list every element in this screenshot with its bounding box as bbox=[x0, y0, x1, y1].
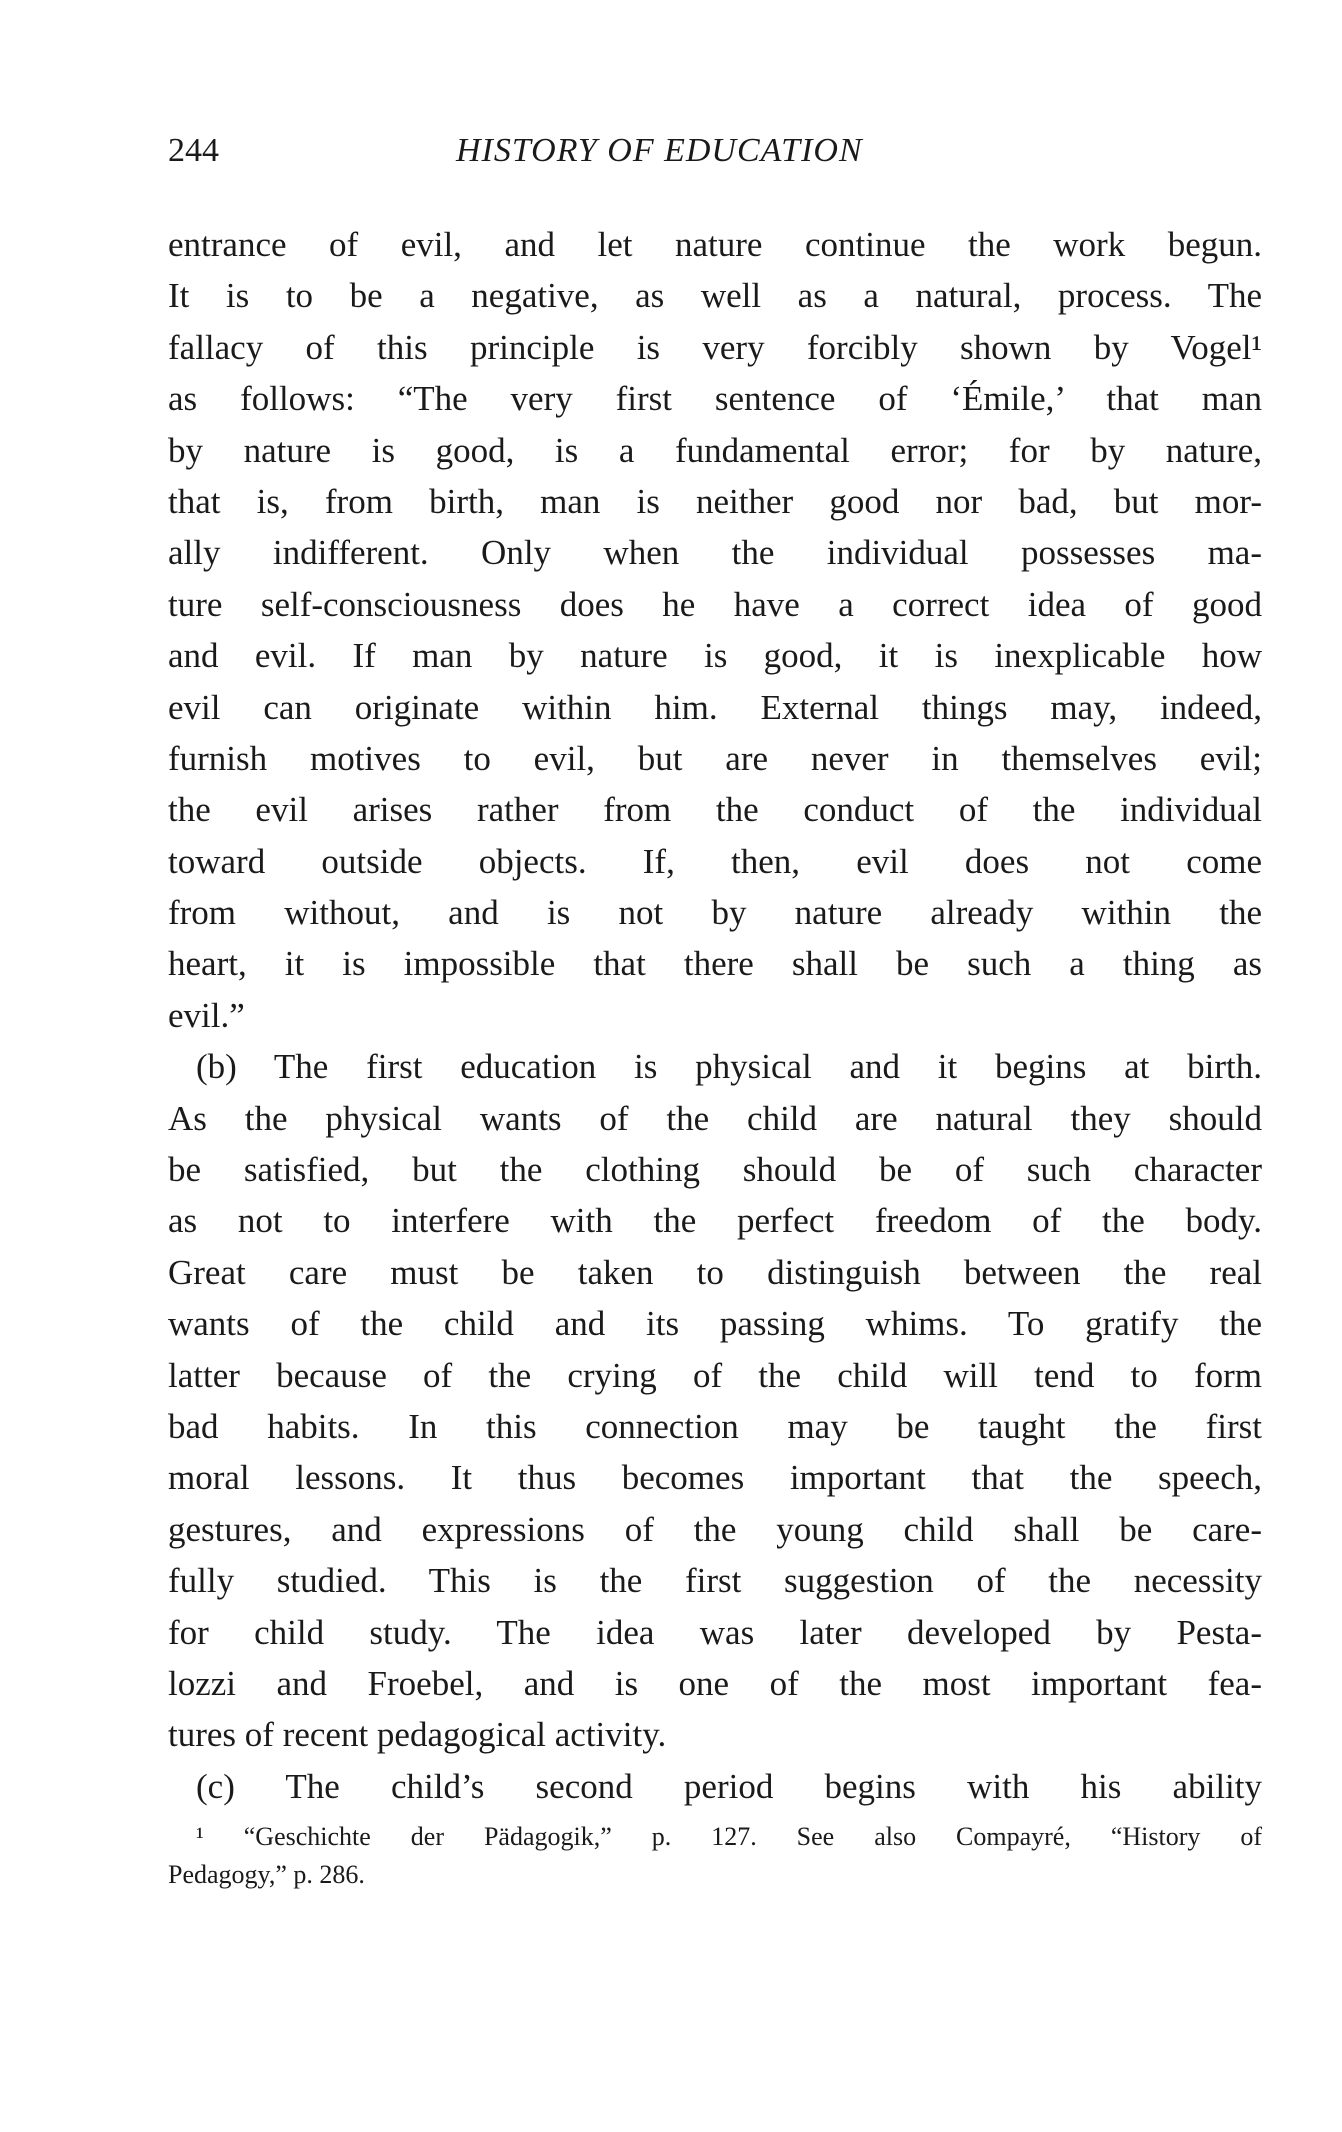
text-line: by nature is good, is a fundamental error; for by nature, bbox=[168, 430, 1262, 470]
text-line: ture self-consciousness does he have a correct idea of good bbox=[168, 584, 1262, 624]
text-line: moral lessons. It thus becomes important that the speech, bbox=[168, 1458, 1262, 1498]
text-line: (c) The child’s second period begins with his ability bbox=[196, 1766, 1262, 1806]
text-line: evil can originate within him. External things may, indeed, bbox=[168, 687, 1262, 727]
text-line: wants of the child and its passing whims. To gratify the bbox=[168, 1304, 1262, 1344]
footnote bbox=[168, 1818, 1262, 1894]
footnote-line: ¹ “Geschichte der Pädagogik,” p. 127. See also Compayré, “History of bbox=[196, 1822, 1262, 1851]
body-text bbox=[168, 219, 1262, 1812]
text-line: (b) The first education is physical and it begins at birth. bbox=[196, 1047, 1262, 1087]
text-line: the evil arises rather from the conduct of the individual bbox=[168, 790, 1262, 830]
text-line: be satisfied, but the clothing should be of such character bbox=[168, 1150, 1262, 1190]
text-line: furnish motives to evil, but are never in themselves evil; bbox=[168, 738, 1262, 778]
running-title: HISTORY OF EDUCATION bbox=[456, 132, 863, 169]
text-line: As the physical wants of the child are natural they should bbox=[168, 1098, 1262, 1138]
text-line: bad habits. In this connection may be taught the first bbox=[168, 1406, 1262, 1446]
text-line: as not to interfere with the perfect freedom of the body. bbox=[168, 1201, 1262, 1241]
text-line: heart, it is impossible that there shall be such a thing as bbox=[168, 944, 1262, 984]
text-line: evil.” bbox=[168, 995, 245, 1035]
text-line: gestures, and expressions of the young child shall be care- bbox=[168, 1509, 1262, 1549]
text-line: lozzi and Froebel, and is one of the most important fea- bbox=[168, 1663, 1262, 1703]
text-line: entrance of evil, and let nature continue the work begun. bbox=[168, 225, 1262, 264]
text-line: toward outside objects. If, then, evil does not come bbox=[168, 841, 1262, 881]
text-line: latter because of the crying of the child will tend to form bbox=[168, 1355, 1262, 1395]
text-line: fallacy of this principle is very forcibly shown by Vogel¹ bbox=[168, 327, 1262, 367]
page-number: 244 bbox=[168, 132, 219, 169]
text-line: and evil. If man by nature is good, it is inexplicable how bbox=[168, 636, 1262, 676]
text-line: ally indifferent. Only when the individual possesses ma- bbox=[168, 533, 1262, 573]
text-line: tures of recent pedagogical activity. bbox=[168, 1715, 667, 1755]
text-line: It is to be a negative, as well as a natural, process. The bbox=[168, 276, 1262, 316]
footnote-line: Pedagogy,” p. 286. bbox=[168, 1860, 365, 1889]
text-line: for child study. The idea was later developed by Pesta- bbox=[168, 1612, 1262, 1652]
text-line: Great care must be taken to distinguish between the real bbox=[168, 1252, 1262, 1292]
text-line: from without, and is not by nature already within the bbox=[168, 893, 1262, 933]
text-line: as follows: “The very first sentence of ‘Émile,’ that man bbox=[168, 379, 1262, 419]
text-line: fully studied. This is the first suggestion of the necessity bbox=[168, 1561, 1262, 1601]
text-line: that is, from birth, man is neither good nor bad, but mor- bbox=[168, 481, 1262, 521]
